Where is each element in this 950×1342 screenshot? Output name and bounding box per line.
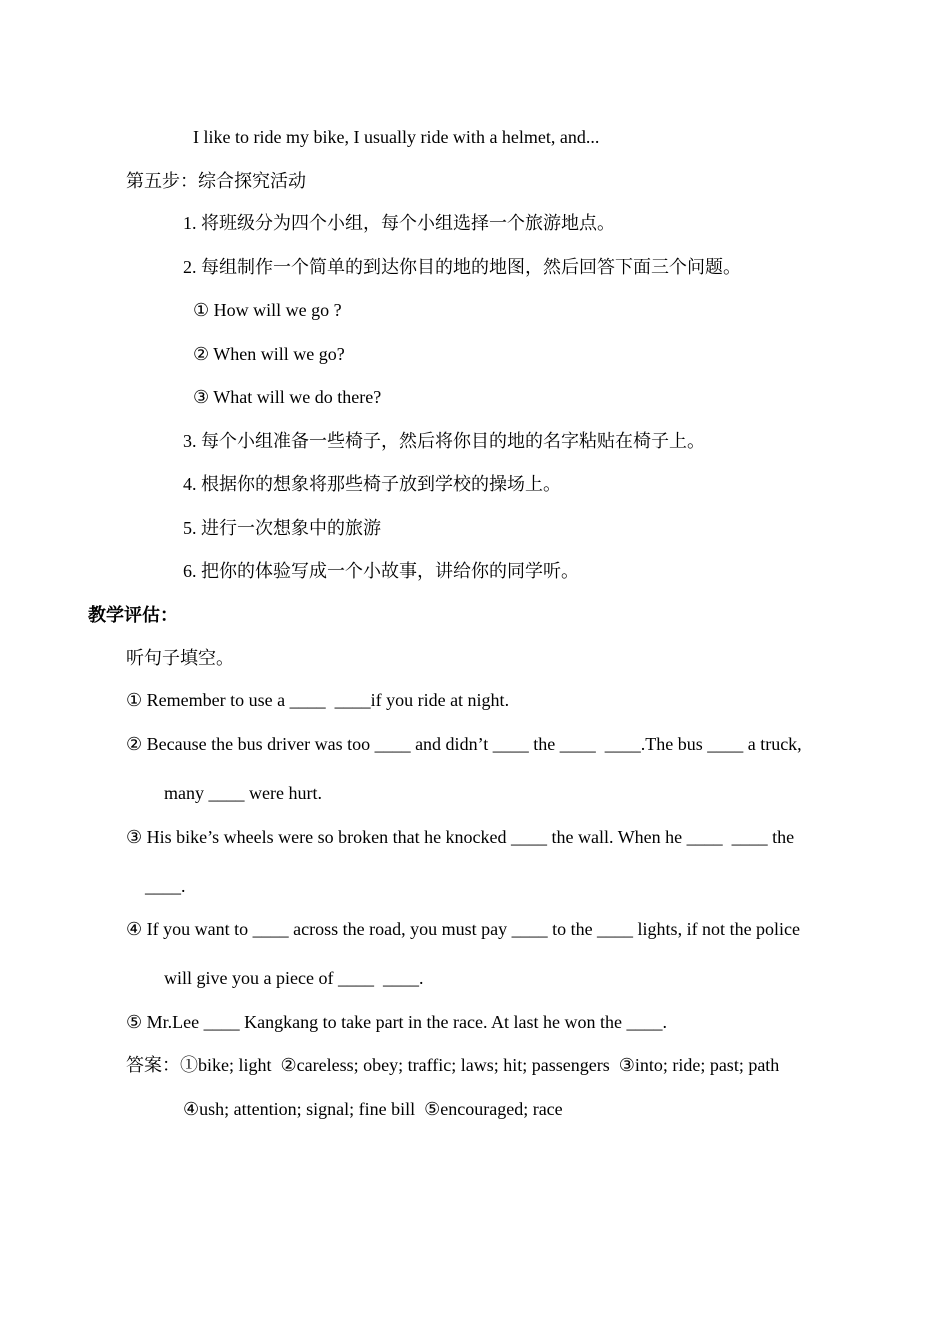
fill-blank-question-cont: will give you a piece of ____ ____.	[164, 968, 424, 988]
evaluation-heading: 教学评估：	[88, 605, 178, 625]
step5-question: ② When will we go?	[193, 344, 345, 364]
fill-blank-question: ① Remember to use a ____ ____if you ride at night.	[126, 690, 510, 710]
fill-blank-question: ④ If you want to ____ across the road, you must pay ____ to the ____ lights, if not the police	[126, 919, 801, 939]
step5-item: 6. 把你的体验写成一个小故事，讲给你的同学听。	[183, 561, 579, 581]
fill-blank-question: ⑤ Mr.Lee ____ Kangkang to take part in the race. At last he won the ____.	[126, 1012, 667, 1032]
fill-blank-question: ③ His bike’s wheels were so broken that he knocked ____ the wall. When he ____ ____ the	[126, 827, 795, 847]
step5-question: ① How will we go ?	[193, 300, 342, 320]
intro-line: I like to ride my bike, I usually ride with a helmet, and...	[193, 127, 600, 147]
step5-heading: 第五步：综合探究活动	[126, 171, 306, 191]
answer-key: 答案：①bike; light ②careless; obey; traffic; laws; hit; passengers ③into; ride; past; path	[126, 1055, 780, 1075]
step5-item: 1. 将班级分为四个小组，每个小组选择一个旅游地点。	[183, 213, 615, 233]
fill-blank-question-cont: ____.	[145, 876, 186, 896]
step5-item: 2. 每组制作一个简单的到达你目的地的地图，然后回答下面三个问题。	[183, 257, 741, 277]
step5-item: 4. 根据你的想象将那些椅子放到学校的操场上。	[183, 474, 561, 494]
step5-item: 5. 进行一次想象中的旅游	[183, 518, 381, 538]
step5-item: 3. 每个小组准备一些椅子，然后将你目的地的名字粘贴在椅子上。	[183, 431, 705, 451]
evaluation-instruction: 听句子填空。	[126, 648, 234, 668]
step5-question: ③ What will we do there?	[193, 387, 382, 407]
answer-key-cont: ④ush; attention; signal; fine bill ⑤encouraged; race	[183, 1099, 563, 1119]
fill-blank-question-cont: many ____ were hurt.	[164, 783, 322, 803]
fill-blank-question: ② Because the bus driver was too ____ and didn’t ____ the ____ ____.The bus ____ a truck,	[126, 734, 802, 754]
